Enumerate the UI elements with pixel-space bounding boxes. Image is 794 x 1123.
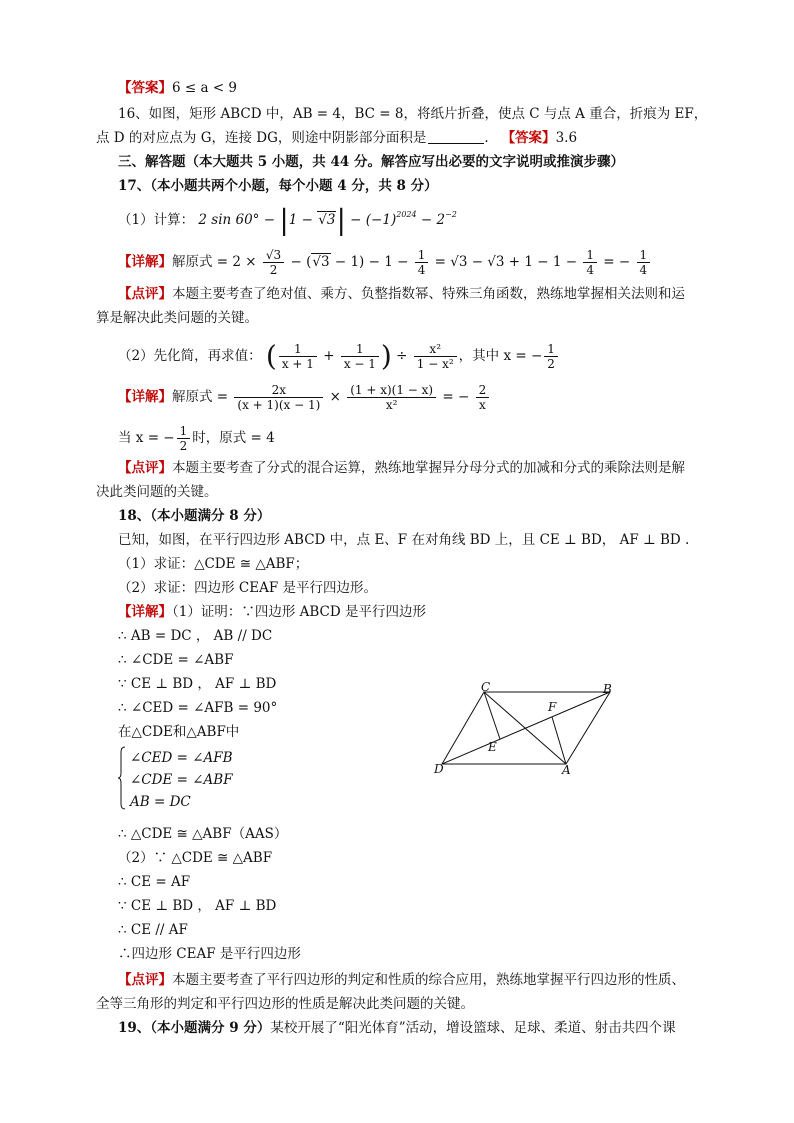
- fraction: $\frac{2}{x}$: [476, 383, 490, 412]
- q16-answer-tag: 【答案】: [501, 130, 556, 146]
- proof-line: （2）∵ △CDE ≅ △ABF: [118, 850, 273, 866]
- fraction: $\frac{1}{4}$: [637, 248, 651, 277]
- q17-part1-solution: 【详解】解原式 = 2 × $\frac{√3}{2}$ − (√3 − 1) − 1 − $\frac{1}{4}$ = √3 − √3 + 1 − 1 − $\frac{1}{4}$ = − $\frac{1}{4}$: [118, 248, 652, 277]
- label-b: B: [603, 682, 612, 696]
- detail-tag: 【详解】: [118, 389, 172, 405]
- q18-ask-1: （1）求证：△CDE ≅ △ABF；: [118, 556, 309, 572]
- q16-line-2: [96, 128, 577, 148]
- q16-answer: 3.6: [555, 130, 578, 146]
- fraction: $\frac{1}{2}$: [177, 424, 191, 453]
- solution-prefix: 解原式 =: [172, 254, 229, 270]
- q19-line: [118, 1018, 676, 1038]
- q17-part2-label: （2）先化简，再求值：: [118, 348, 262, 364]
- q19-text: 某校开展了“阳光体育”活动，增设篮球、足球、柔道、射击共四个课: [270, 1020, 676, 1036]
- proof-line: ∵ CE ⊥ BD ， AF ⊥ BD: [118, 676, 277, 692]
- solution-prefix: 解原式 =: [172, 389, 229, 405]
- q16-line-1: 16、如图，矩形 ABCD 中，AB = 4，BC = 8，将纸片折叠，使点 C 与点 A 重合，折痕为 EF，: [118, 106, 708, 122]
- proof-line: ∴ ∠CED = ∠AFB = 90°: [118, 700, 278, 716]
- answer-line-top: [118, 78, 237, 98]
- q17-part1-comment-cont: 算是解决此类问题的关键。: [96, 310, 258, 326]
- q17-part2-comment: [118, 458, 685, 478]
- proof-line: （1）证明：∵四边形 ABCD 是平行四边形: [172, 604, 426, 620]
- comment-tag: 【点评】: [118, 286, 172, 302]
- diagonal-bd: [442, 692, 610, 764]
- fraction: $\frac{2x}{(x + 1)(x - 1)}$: [234, 383, 323, 412]
- q19-heading: 19、（本小题满分 9 分）: [118, 1020, 271, 1036]
- q17-part1-question: [118, 203, 457, 237]
- comment-text: 本题主要考查了绝对值、乘方、负整指数幂、特殊三角函数，熟练地掌握相关法则和运: [172, 286, 685, 302]
- fraction: $\frac{1}{4}$: [583, 248, 597, 277]
- detail-tag: 【详解】: [118, 604, 172, 620]
- fraction: $\frac{1}{2}$: [544, 342, 558, 371]
- system-eq-2: ∠CDE = ∠ABF: [130, 772, 233, 788]
- label-e: E: [488, 740, 497, 754]
- fraction: $\frac{1}{x + 1}$: [279, 342, 317, 371]
- q18-given: 已知，如图，在平行四边形 ABCD 中，点 E、F 在对角线 BD 上，且 CE ⊥ BD， AF ⊥ BD .: [118, 532, 690, 548]
- proof-line: ∴ △CDE ≅ △ABF（AAS）: [118, 826, 288, 842]
- q18-heading: 18、（本小题满分 8 分）: [118, 508, 271, 524]
- q18-comment-cont: 全等三角形的判定和平行四边形的性质是解决此类问题的关键。: [96, 996, 474, 1012]
- fraction: $\frac{1}{4}$: [415, 248, 429, 277]
- proof-line: ∵ CE ⊥ BD ， AF ⊥ BD: [118, 898, 277, 914]
- proof-line: ∴四边形 CEAF 是平行四边形: [118, 946, 301, 962]
- system-eq-1: ∠CED = ∠AFB: [130, 750, 233, 766]
- comment-tag: 【点评】: [118, 460, 172, 476]
- proof-line: ∴ ∠CDE = ∠ABF: [118, 652, 234, 668]
- fraction: $\frac{(1 + x)(1 - x)}{\text{x²}}$: [347, 383, 436, 412]
- detail-tag: 【详解】: [118, 254, 172, 270]
- proof-line: 在△CDE和△ABF中: [118, 724, 240, 740]
- label-a: A: [562, 763, 571, 777]
- fraction: $\frac{\text{x²}}{\text{1 − x²}}$: [414, 342, 457, 371]
- label-f: F: [548, 700, 557, 714]
- eval-result: 时，原式 = 4: [192, 430, 275, 446]
- proof-line: ∴ CE // AF: [118, 922, 188, 938]
- label-d: D: [434, 762, 444, 776]
- system-eq-3: AB = DC: [130, 794, 191, 810]
- q17-heading: 17、（本小题共两个小题，每个小题 4 分，共 8 分）: [118, 178, 438, 194]
- q16-text: 点 D 的对应点为 G，连接 DG，则途中阴影部分面积是: [96, 130, 427, 146]
- q17-part2-comment-cont: 决此类问题的关键。: [96, 484, 218, 500]
- answer-text: 6 ≤ a < 9: [172, 80, 238, 96]
- q16-period: .: [484, 130, 489, 146]
- fraction: $\frac{√3}{2}$: [263, 248, 284, 277]
- q17-part1-comment: [118, 284, 685, 304]
- q17-part1-label: （1）计算：: [118, 212, 195, 228]
- eval-text: 当 x = −: [118, 430, 175, 446]
- q18-comment: [118, 970, 685, 990]
- proof-line: ∴ AB = DC ， AB // DC: [118, 628, 273, 644]
- q18-proof-start: [118, 602, 426, 622]
- q17-part2-evaluation: [118, 424, 275, 453]
- section-heading: 三、解答题（本大题共 5 小题，共 44 分。解答应写出必要的文字说明或推演步骤）: [118, 154, 624, 170]
- q17-part2-condition: ，其中 x = −: [458, 348, 543, 364]
- system-brace: [118, 746, 126, 810]
- comment-text: 本题主要考查了平行四边形的判定和性质的综合应用，熟练地掌握平行四边形的性质、: [172, 972, 685, 988]
- q17-part2-question: （2）先化简，再求值： ( $\frac{1}{x + 1}$ + $\frac{1}{x - 1}$ ) ÷ $\frac{\text{x²}}{\text{1 − x²}}$ ，其中 x = − $\frac{1}{2}$: [118, 342, 560, 371]
- segment-af: [552, 717, 566, 764]
- q18-ask-2: （2）求证：四边形 CEAF 是平行四边形。: [118, 580, 377, 596]
- parallelogram-figure: [430, 676, 630, 776]
- comment-tag: 【点评】: [118, 972, 172, 988]
- q17-part1-expression: 2 $\sin 60^\circ - |1 - √3| - (-1)^{2024} - 2^{-2}$: [198, 203, 457, 237]
- answer-blank: [428, 129, 484, 144]
- answer-tag: 【答案】: [118, 80, 172, 96]
- comment-text: 本题主要考查了分式的混合运算，熟练地掌握异分母分式的加减和分式的乘除法则是解: [172, 460, 685, 476]
- q17-part2-solution: 【详解】解原式 = $\frac{2x}{(x + 1)(x - 1)}$ × $\frac{(1 + x)(1 - x)}{\text{x²}}$ = − $\frac{2}{x}$: [118, 383, 491, 412]
- fraction: $\frac{1}{x - 1}$: [341, 342, 379, 371]
- proof-line: ∴ CE = AF: [118, 874, 191, 890]
- label-c: C: [481, 680, 491, 694]
